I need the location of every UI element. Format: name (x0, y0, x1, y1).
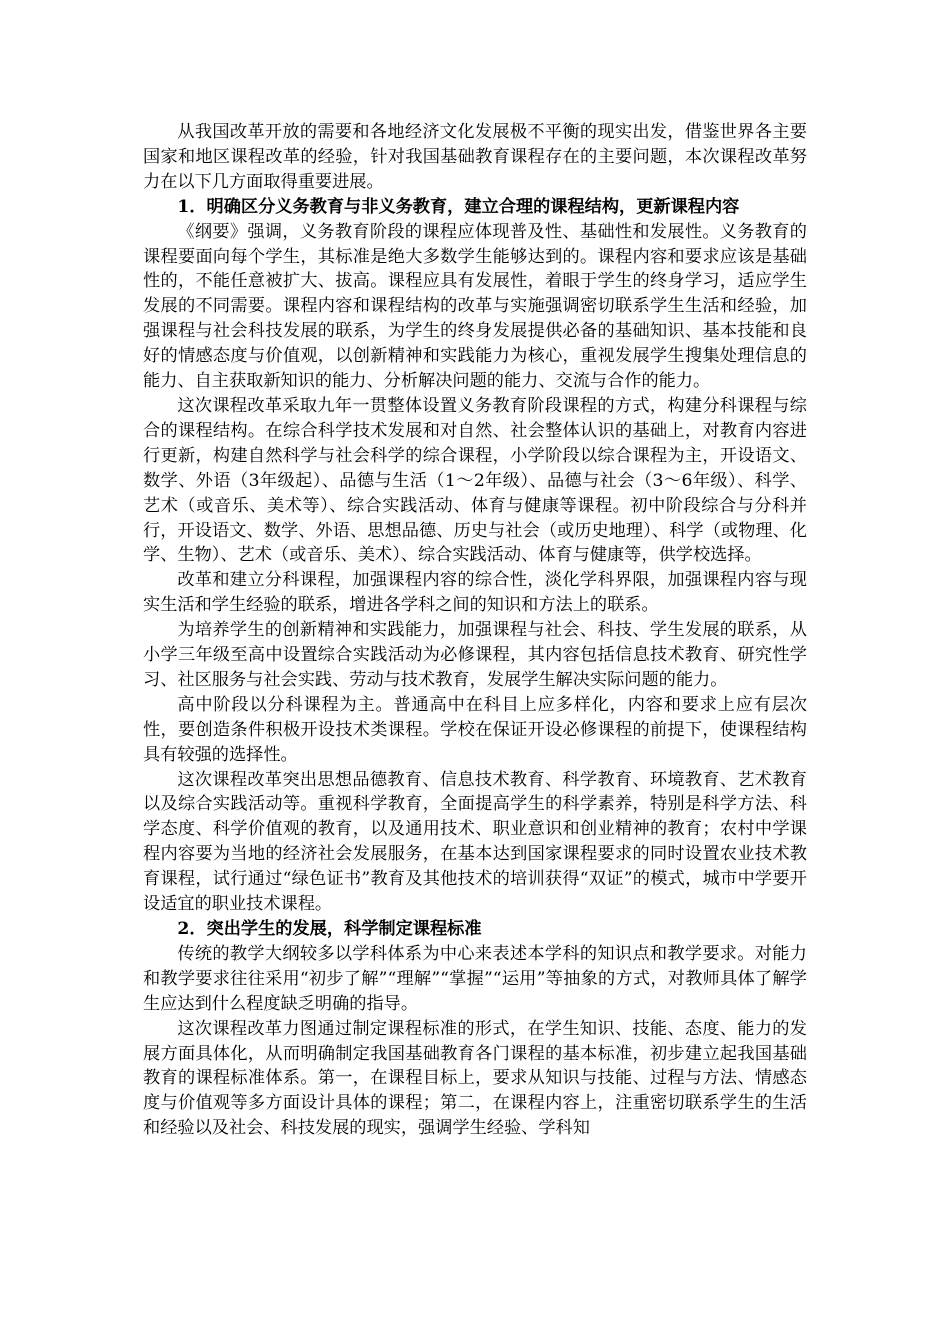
paragraph-intro: 从我国改革开放的需要和各地经济文化发展极不平衡的现实出发，借鉴世界各主要国家和地区课程改革的经验，针对我国基础教育课程存在的主要问题，本次课程改革努力在以下几方面取得重要进展。 (143, 122, 807, 192)
paragraph-education-highlights: 这次课程改革突出思想品德教育、信息技术教育、科学教育、环境教育、艺术教育以及综合实践活动等。重视科学教育，全面提高学生的科学素养，特别是科学方法、科学态度、科学价值观的教育，以及通用技术、职业意识和创业精神的教育；农村中学课程内容要为当地的经济社会发展服务，在基本达到国家课程要求的同时设置农业技术教育课程，试行通过“绿色证书”教育及其他技术的培训获得“双证”的模式，城市中学要开设适宜的职业技术课程。 (143, 769, 807, 915)
document-page (143, 120, 807, 1141)
paragraph-curriculum-standards: 这次课程改革力图通过制定课程标准的形式，在学生知识、技能、态度、能力的发展方面具体化，从而明确制定我国基础教育各门课程的基本标准，初步建立起我国基础教育的课程标准体系。第一，在课程目标上，要求从知识与技能、过程与方法、情感态度与价值观等多方面设计具体的课程；第二，在课程内容上，注重密切联系学生的生活和经验以及社会、科技发展的现实，强调学生经验、学科知 (143, 1018, 807, 1139)
paragraph-outline-emphasis: 《纲要》强调，义务教育阶段的课程应体现普及性、基础性和发展性。义务教育的课程要面向每个学生，其标准是绝大多数学生能够达到的。课程内容和要求应该是基础性的，不能任意被扩大、拔高。课程应具有发展性，着眼于学生的终身学习，适应学生发展的不同需要。课程内容和课程结构的改革与实施强调密切联系学生生活和经验，加强课程与社会科技发展的联系，为学生的终身发展提供必备的基础知识、基本技能和良好的情感态度与价值观，以创新精神和实践能力为核心，重视发展学生搜集处理信息的能力、自主获取新知识的能力、分析解决问题的能力、交流与合作的能力。 (143, 221, 807, 392)
section-heading-2: 2．突出学生的发展，科学制定课程标准 (177, 919, 482, 939)
section-heading-1: 1．明确区分义务教育与非义务教育，建立合理的课程结构，更新课程内容 (177, 196, 740, 217)
paragraph-high-school: 高中阶段以分科课程为主。普通高中在科目上应多样化，内容和要求上应有层次性，要创造条件积极开设技术类课程。学校在保证开设必修课程的前提下，使课程结构具有较强的选择性。 (143, 694, 807, 765)
paragraph-subject-reform: 改革和建立分科课程，加强课程内容的综合性，淡化学科界限，加强课程内容与现实生活和学生经验的联系，增进各学科之间的知识和方法上的联系。 (143, 570, 807, 616)
paragraph-curriculum-structure: 这次课程改革采取九年一贯整体设置义务教育阶段课程的方式，构建分科课程与综合的课程结构。在综合科学技术发展和对自然、社会整体认识的基础上，对教育内容进行更新，构建自然科学与社会科学的综合课程，小学阶段以综合课程为主，开设语文、数学、外语（3年级起）、品德与生活（1～2年级）、品德与社会（3～6年级）、科学、艺术（或音乐、美术等）、综合实践活动、体育与健康等课程。初中阶段综合与分科并行，开设语文、数学、外语、思想品德、历史与社会（或历史地理）、科学（或物理、化学、生物）、艺术（或音乐、美术）、综合实践活动、体育与健康等，供学校选择。 (143, 395, 807, 566)
paragraph-traditional-syllabus: 传统的教学大纲较多以学科体系为中心来表述本学科的知识点和教学要求。对能力和教学要求往往采用“初步了解”“理解”“掌握”“运用”等抽象的方式，对教师具体了解学生应达到什么程度缺乏明确的指导。 (143, 943, 807, 1014)
paragraph-practice-activities: 为培养学生的创新精神和实践能力，加强课程与社会、科技、学生发展的联系，从小学三年级至高中设置综合实践活动为必修课程，其内容包括信息技术教育、研究性学习、社区服务与社会实践、劳动与技术教育，发展学生解决实际问题的能力。 (143, 620, 807, 690)
